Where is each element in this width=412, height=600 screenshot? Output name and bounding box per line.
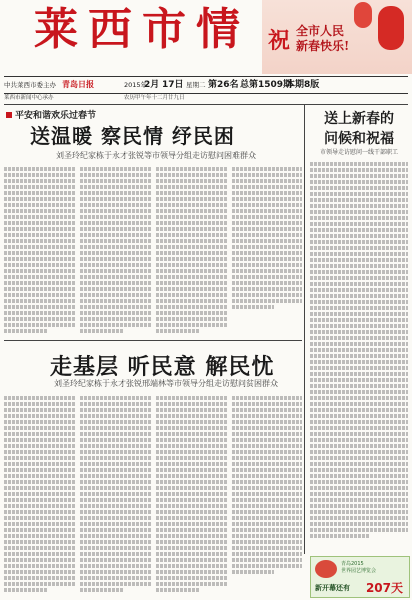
right-story-title <box>310 108 408 148</box>
issue-day: 17日 <box>162 80 184 90</box>
publisher-org: 中共莱西市委主办 <box>4 81 56 89</box>
lead-story-body <box>4 165 302 335</box>
masthead <box>0 0 412 72</box>
section-divider <box>4 104 408 105</box>
issue-total: 总第1509期 <box>240 80 293 90</box>
ad-days: 207天 <box>365 581 403 595</box>
ad-tagline: 新开幕还有 <box>315 584 350 592</box>
banner-line1: 全市人民 <box>296 24 345 38</box>
text-column <box>232 165 302 335</box>
ad-line2: 世界园艺博览会 <box>341 568 377 574</box>
text-column <box>310 160 408 552</box>
section-tag: 平安和谐欢乐过春节 <box>6 108 96 121</box>
story-divider <box>4 340 302 341</box>
issue-pages: 本期8版 <box>286 80 320 90</box>
banner-line2: 新春快乐! <box>296 39 350 53</box>
right-story-body <box>310 160 408 552</box>
new-year-banner <box>262 0 412 74</box>
issue-weekday: 星期二 <box>186 81 206 89</box>
text-column <box>80 394 152 596</box>
text-column <box>80 165 152 335</box>
issue-subinfo <box>4 93 408 103</box>
right-story-subtitle: 市领导走访慰问一线干部职工 <box>319 149 398 156</box>
lantern-icon <box>354 2 372 28</box>
publisher-brand: 青岛日报 <box>62 80 94 89</box>
issue-month: 2月 <box>144 80 160 90</box>
lantern-icon <box>378 6 404 50</box>
issue-info-bar <box>4 76 408 94</box>
text-column <box>156 165 228 335</box>
right-title-line2: 问候和祝福 <box>324 131 394 147</box>
column-divider <box>304 104 305 554</box>
ad-line1: 青岛2015 <box>341 561 364 567</box>
second-headline: 走基层 听民意 解民忧 <box>50 354 275 380</box>
text-column <box>156 394 228 596</box>
issue-number: 第26名 <box>208 80 239 90</box>
second-subhead: 刘圣玲纪家栋于永才张锐邢端林等市领导分组走访慰问贫困群众 <box>54 379 278 388</box>
lunar-date: 农历甲午年十二月廿九日 <box>124 95 185 101</box>
issue-year: 2015年 <box>124 81 148 89</box>
second-story-body <box>4 394 302 596</box>
right-title-line1: 送上新春的 <box>324 111 394 127</box>
organizer: 莱西市新闻中心承办 <box>4 95 54 101</box>
newspaper-title: 莱西市情 <box>34 4 250 55</box>
banner-char: 祝 <box>268 28 291 54</box>
text-column <box>232 394 302 596</box>
text-column <box>4 394 76 596</box>
text-column <box>4 165 76 335</box>
lead-subhead: 刘圣玲纪家栋于永才张锐等市领导分组走访慰问困难群众 <box>56 151 256 160</box>
lead-headline: 送温暖 察民情 纾民困 <box>30 124 235 148</box>
expo-countdown-ad <box>310 556 410 598</box>
expo-logo-icon <box>315 560 337 578</box>
